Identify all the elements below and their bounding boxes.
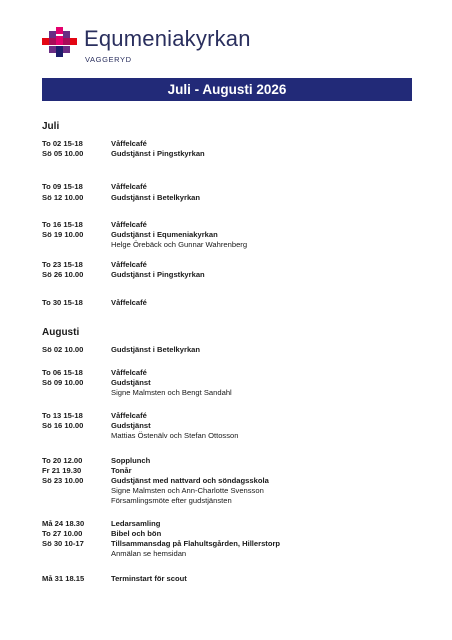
- event-date: To 30 15-18: [42, 298, 83, 307]
- event-date: To 16 15-18: [42, 220, 83, 229]
- event-title: Våffelcafé: [111, 220, 147, 229]
- event-date: Sö 12 10.00: [42, 193, 84, 202]
- event-date: To 23 15-18: [42, 260, 83, 269]
- event-note: Helge Örebäck och Gunnar Wahrenberg: [111, 240, 248, 249]
- event-date: Fr 21 19.30: [42, 466, 82, 475]
- event-title: Tonår: [111, 466, 132, 475]
- section-heading-juli: Juli: [42, 121, 60, 132]
- brand-name: Equmeniakyrkan: [84, 26, 251, 51]
- event-title: Gudstjänst i Betelkyrkan: [111, 345, 201, 354]
- event-note: Anmälan se hemsidan: [111, 549, 187, 558]
- event-title: Gudstjänst med nattvard och söndagsskola: [111, 476, 269, 485]
- event-title: Våffelcafé: [111, 411, 147, 420]
- event-date: To 06 15-18: [42, 368, 83, 377]
- event-date: Sö 02 10.00: [42, 345, 84, 354]
- event-date: Sö 19 10.00: [42, 230, 84, 239]
- event-title: Gudstjänst i Pingstkyrkan: [111, 149, 205, 158]
- event-date: Sö 23 10.00: [42, 476, 84, 485]
- event-date: To 13 15-18: [42, 411, 83, 420]
- event-title: Gudstjänst: [111, 421, 151, 430]
- period-title: Juli - Augusti 2026: [167, 82, 287, 97]
- event-note: Mattias Östenälv och Stefan Ottosson: [111, 431, 239, 440]
- event-date: To 02 15-18: [42, 139, 83, 148]
- event-date: To 09 15-18: [42, 182, 83, 191]
- event-title: Våffelcafé: [111, 139, 147, 148]
- event-date: Må 31 18.15: [42, 574, 85, 583]
- event-title: Gudstjänst i Betelkyrkan: [111, 193, 201, 202]
- event-title: Gudstjänst i Pingstkyrkan: [111, 270, 205, 279]
- event-title: Våffelcafé: [111, 298, 147, 307]
- event-note: Signe Malmsten och Bengt Sandahl: [111, 388, 232, 397]
- event-title: Ledarsamling: [111, 519, 161, 528]
- event-title: Tillsammansdag på Flahultsgården, Hillerstorp: [111, 539, 281, 548]
- event-title: Sopplunch: [111, 456, 151, 465]
- section-heading-augusti: Augusti: [42, 327, 80, 338]
- event-title: Terminstart för scout: [111, 574, 187, 583]
- event-title: Våffelcafé: [111, 368, 147, 377]
- event-title: Våffelcafé: [111, 260, 147, 269]
- period-banner: [42, 78, 412, 101]
- event-date: Sö 26 10.00: [42, 270, 84, 279]
- event-date: Sö 09 10.00: [42, 378, 84, 387]
- event-date: Sö 30 10-17: [42, 539, 84, 548]
- event-note: Signe Malmsten och Ann-Charlotte Svensson: [111, 486, 264, 495]
- event-title: Bibel och bön: [111, 529, 162, 538]
- event-date: Sö 16 10.00: [42, 421, 84, 430]
- location-name: VAGGERYD: [85, 55, 132, 64]
- event-title: Gudstjänst: [111, 378, 151, 387]
- event-date: To 20 12.00: [42, 456, 83, 465]
- event-note: Församlingsmöte efter gudstjänsten: [111, 496, 232, 505]
- event-date: To 27 10.00: [42, 529, 83, 538]
- event-title: Våffelcafé: [111, 182, 147, 191]
- event-title: Gudstjänst i Equmeniakyrkan: [111, 230, 218, 239]
- event-date: Må 24 18.30: [42, 519, 85, 528]
- cross-logo-icon: [42, 27, 78, 57]
- event-date: Sö 05 10.00: [42, 149, 84, 158]
